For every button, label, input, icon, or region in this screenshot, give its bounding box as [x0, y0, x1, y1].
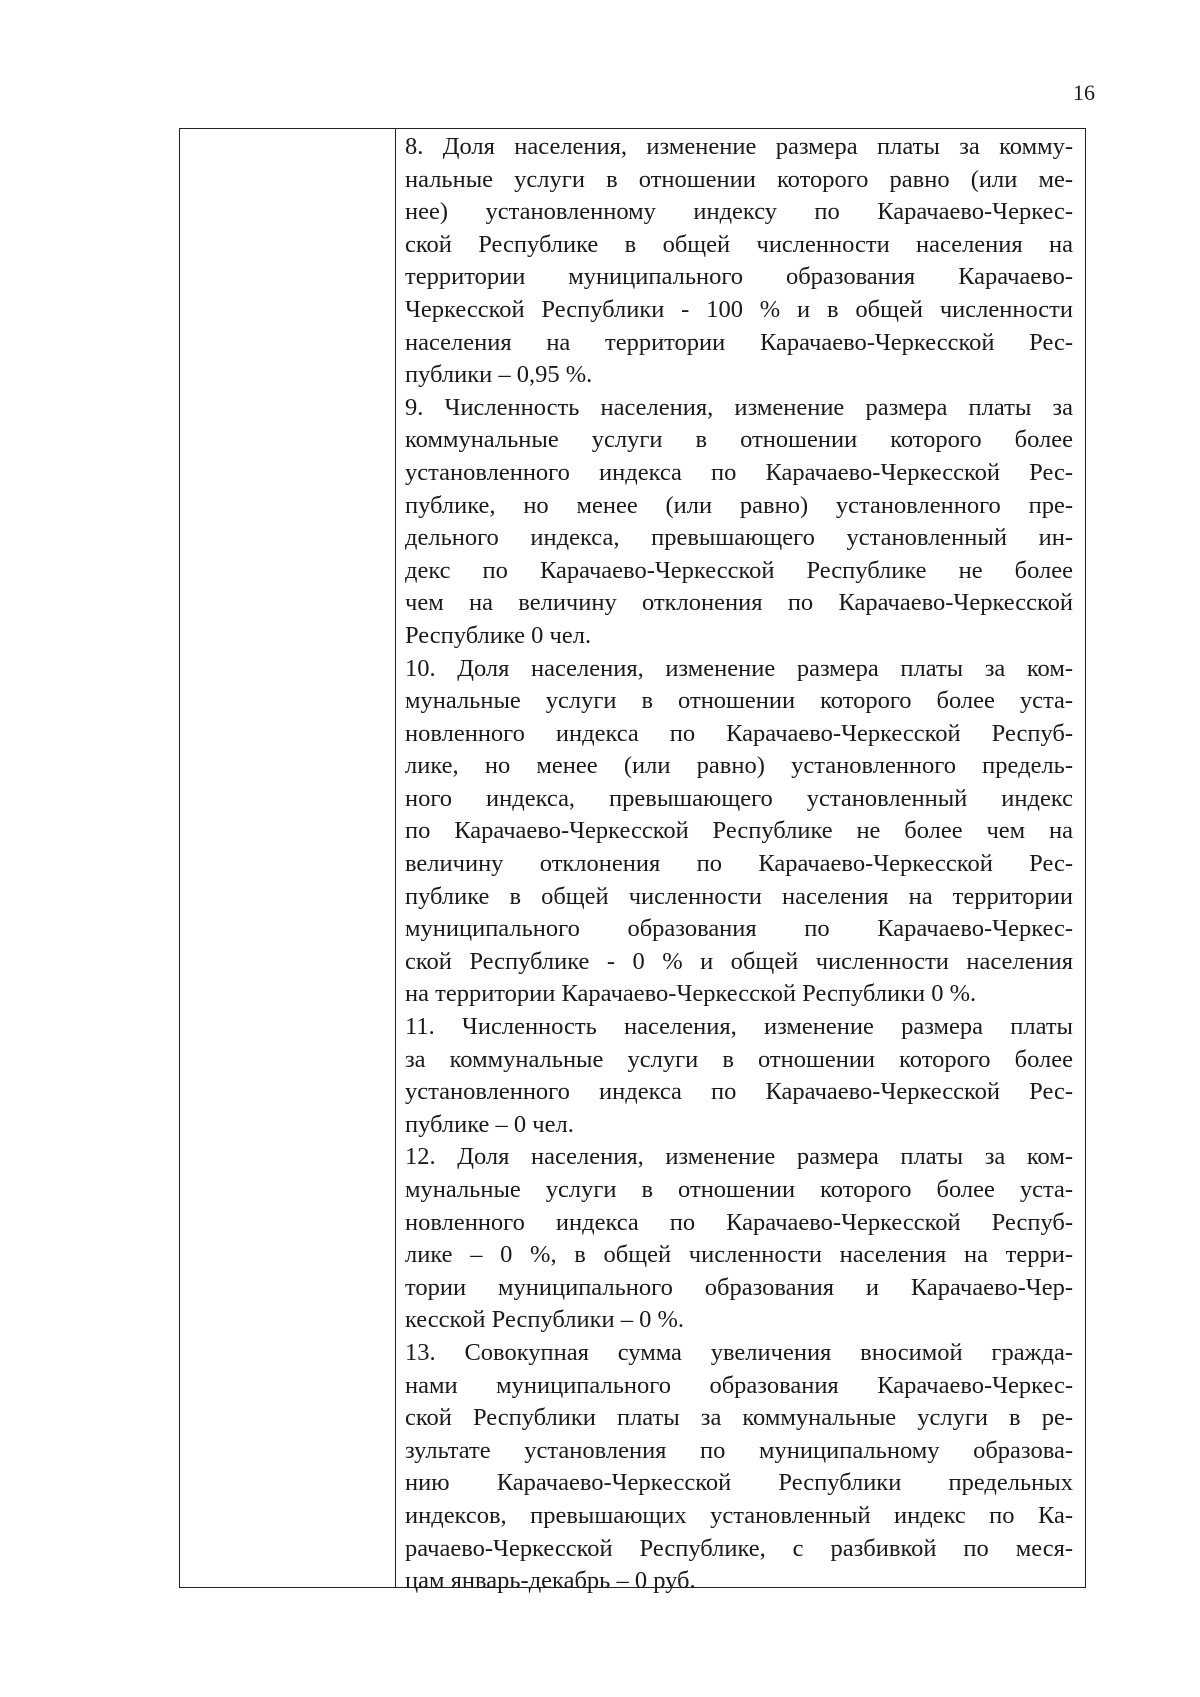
text-line: Республике 0 чел.	[405, 621, 592, 649]
text-line: установленного индекса по Карачаево-Черкесской Рес-	[405, 458, 1073, 486]
text-line: 11. Численность населения, изменение размера платы	[405, 1013, 1073, 1041]
text-line: новленного индекса по Карачаево-Черкесской Респуб-	[405, 719, 1073, 747]
text-line: чем на величину отклонения по Карачаево-Черкесской	[405, 589, 1073, 617]
text-line: нее) установленному индексу по Карачаево-Черкес-	[405, 198, 1073, 226]
text-line: муниципального образования по Карачаево-Черкес-	[405, 915, 1073, 943]
text-line: 9. Численность населения, изменение размера платы за	[405, 393, 1073, 421]
page-number: 16	[1073, 80, 1095, 105]
text-line: 12. Доля населения, изменение размера платы за ком-	[405, 1143, 1073, 1171]
text-line: дельного индекса, превышающего установленный ин-	[405, 524, 1073, 552]
text-line: нами муниципального образования Карачаево-Черкес-	[405, 1371, 1073, 1399]
text-line: индексов, превышающих установленный индекс по Ка-	[405, 1501, 1073, 1529]
text-line: публике – 0 чел.	[405, 1110, 574, 1138]
table-right-column	[405, 131, 1073, 1598]
text-line: ской Республике - 0 % и общей численности населения	[405, 947, 1073, 975]
text-line: 13. Совокупная сумма увеличения вносимой гражда-	[405, 1338, 1073, 1366]
text-line: зультате установления по муниципальному образова-	[405, 1436, 1073, 1464]
text-line: величину отклонения по Карачаево-Черкесской Рес-	[405, 850, 1073, 878]
text-line: рачаево-Черкесской Республике, с разбивкой по меся-	[405, 1534, 1073, 1562]
list-item	[405, 392, 1073, 653]
text-line: Черкесской Республики - 100 % и в общей численности	[405, 295, 1073, 323]
list-item	[405, 1011, 1073, 1141]
text-line: декс по Карачаево-Черкесской Республике не более	[405, 556, 1073, 584]
text-line: тории муниципального образования и Карачаево-Чер-	[405, 1273, 1073, 1301]
text-line: ской Республике в общей численности населения на	[405, 230, 1073, 258]
text-line: нальные услуги в отношении которого равно (или ме-	[405, 165, 1073, 193]
text-line: на территории Карачаево-Черкесской Республики 0 %.	[405, 980, 977, 1008]
text-line: кесской Республики – 0 %.	[405, 1306, 684, 1334]
text-line: мунальные услуги в отношении которого более уста-	[405, 1176, 1073, 1203]
list-item	[405, 131, 1073, 392]
text-line: цам январь-декабрь – 0 руб.	[405, 1567, 696, 1595]
text-line: за коммунальные услуги в отношении которого более	[405, 1045, 1073, 1073]
text-line: лике – 0 %, в общей численности населения на терри-	[405, 1241, 1073, 1269]
text-line: ного индекса, превышающего установленный индекс	[405, 784, 1073, 812]
text-line: установленного индекса по Карачаево-Черкесской Рес-	[405, 1078, 1073, 1106]
text-line: публике в общей численности населения на территории	[405, 882, 1073, 910]
text-line: по Карачаево-Черкесской Республике не более чем на	[405, 817, 1073, 845]
list-item	[405, 653, 1073, 1012]
list-item	[405, 1337, 1073, 1598]
text-line: публике, но менее (или равно) установленного пре-	[405, 491, 1073, 519]
text-line: 8. Доля населения, изменение размера платы за комму-	[405, 133, 1073, 160]
table-left-column	[180, 129, 396, 1587]
document-table	[179, 128, 1086, 1595]
text-line: новленного индекса по Карачаево-Черкесской Респуб-	[405, 1208, 1073, 1236]
text-line: публики – 0,95 %.	[405, 361, 593, 389]
text-line: населения на территории Карачаево-Черкесской Рес-	[405, 328, 1073, 356]
text-line: территории муниципального образования Карачаево-	[405, 263, 1073, 291]
text-line: 10. Доля населения, изменение размера платы за ком-	[405, 654, 1073, 682]
text-line: нию Карачаево-Черкесской Республики предельных	[405, 1469, 1073, 1497]
text-line: мунальные услуги в отношении которого более уста-	[405, 687, 1073, 715]
text-line: коммунальные услуги в отношении которого более	[405, 426, 1073, 454]
text-line: лике, но менее (или равно) установленного предель-	[405, 752, 1073, 780]
list-item	[405, 1141, 1073, 1337]
text-line: ской Республики платы за коммунальные услуги в ре-	[405, 1404, 1073, 1432]
